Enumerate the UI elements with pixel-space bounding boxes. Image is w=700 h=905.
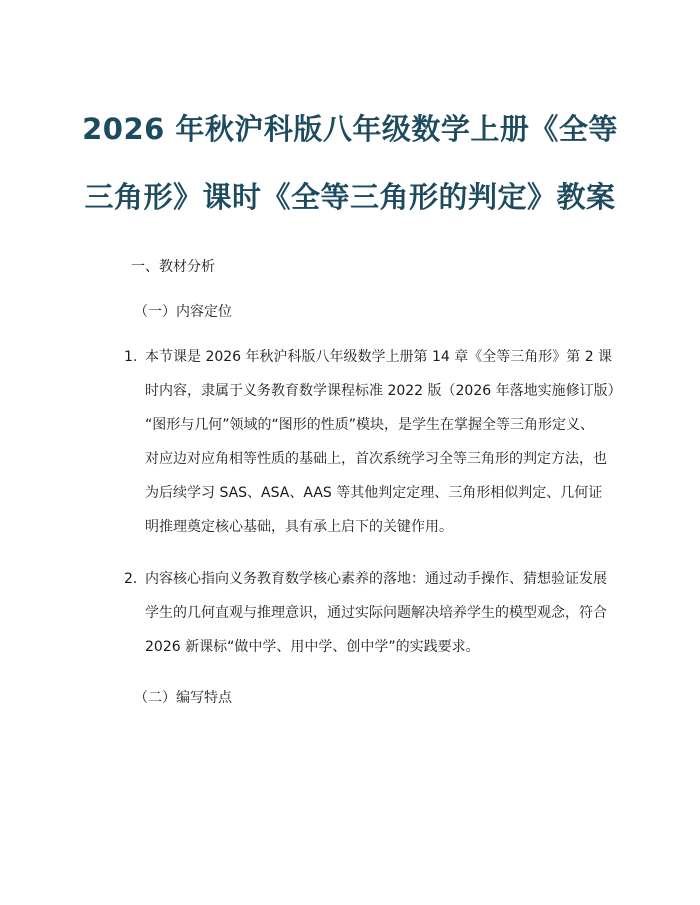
paragraph-line: 2026 新课标“做中学、用中学、创中学”的实践要求。 [145, 639, 480, 655]
subsection-heading-writing-features: （二）编写特点 [134, 690, 232, 706]
paragraph-line: 对应边对应角相等性质的基础上，首次系统学习全等三角形的判定方法，也 [145, 451, 607, 467]
paragraph-line: 内容核心指向义务教育数学核心素养的落地：通过动手操作、猜想验证发展 [145, 571, 607, 587]
paragraph-number: 2. [124, 571, 138, 587]
paragraph-line: 时内容，隶属于义务教育数学课程标准 2022 版（2026 年落地实施修订版） [145, 383, 622, 399]
paragraph-line: “图形与几何”领域的“图形的性质”模块，是学生在掌握全等三角形定义、 [145, 417, 595, 433]
document-title-line-2: 三角形》课时《全等三角形的判定》教案 [84, 180, 616, 214]
paragraph-line: 为后续学习 SAS、ASA、AAS 等其他判定定理、三角形相似判定、几何证 [145, 485, 603, 501]
paragraph-line: 本节课是 2026 年秋沪科版八年级数学上册第 14 章《全等三角形》第 2 课 [145, 349, 613, 365]
paragraph-number: 1. [124, 349, 138, 365]
paragraph-line: 明推理奠定核心基础，具有承上启下的关键作用。 [145, 519, 453, 535]
section-heading: 一、教材分析 [131, 259, 215, 275]
subsection-heading-content-positioning: （一）内容定位 [134, 304, 232, 320]
document-title-line-1: 2026 年秋沪科版八年级数学上册《全等 [82, 112, 618, 146]
paragraph-line: 学生的几何直观与推理意识，通过实际问题解决培养学生的模型观念，符合 [145, 605, 607, 621]
